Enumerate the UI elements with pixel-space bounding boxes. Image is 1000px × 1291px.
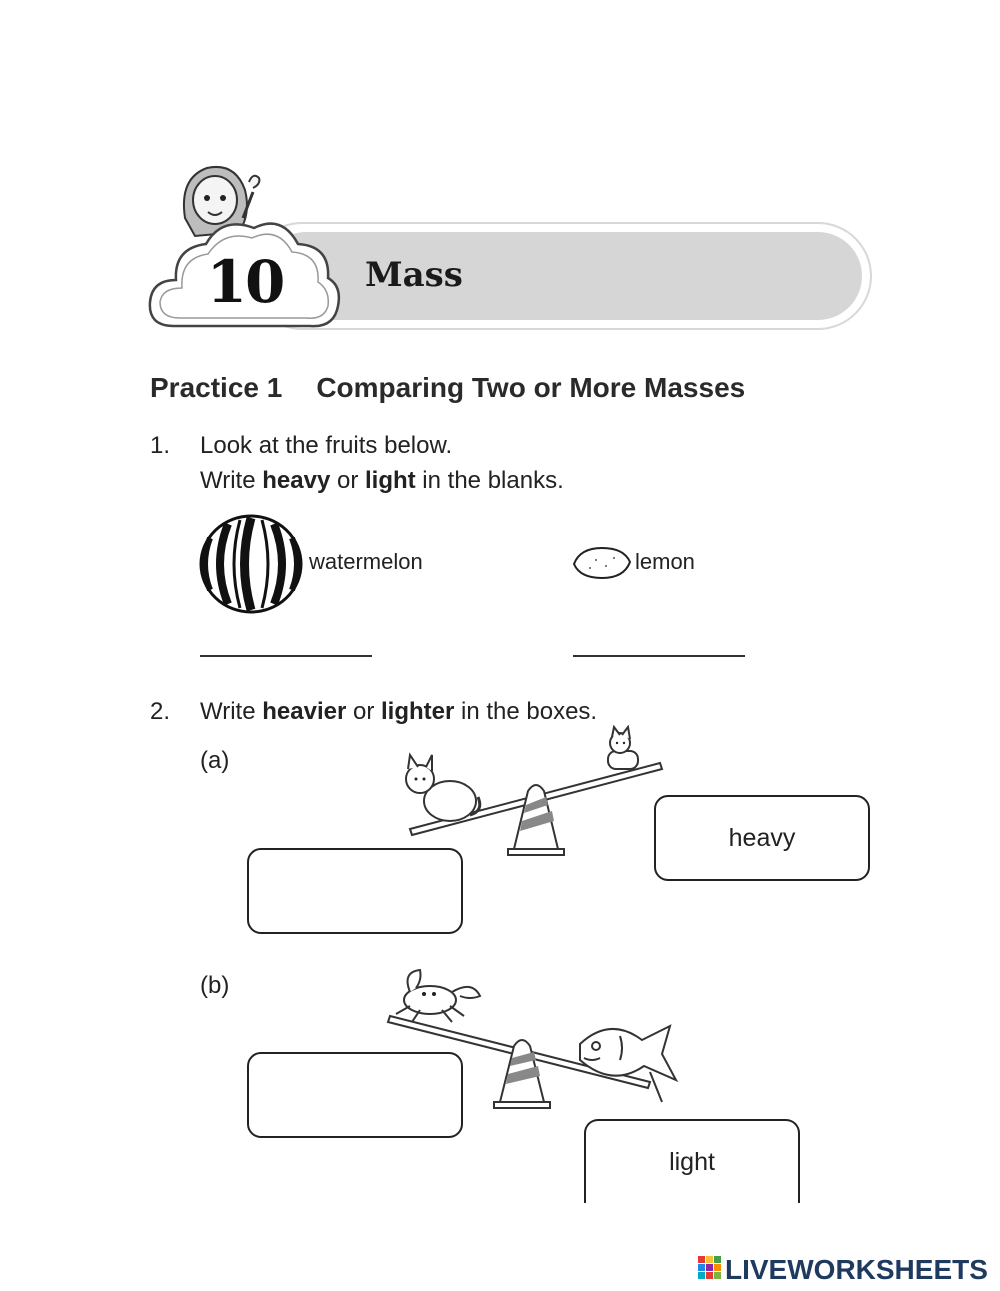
watermelon-icon [198,512,304,616]
lemon-icon [570,544,634,582]
fish-icon [580,1026,676,1102]
practice-label: Practice 1 [150,372,283,403]
liveworksheets-logo-icon [698,1256,722,1284]
question-1-line1: Look at the fruits below. [200,432,453,459]
chapter-banner-fill [262,232,862,320]
word-lighter: lighter [380,698,455,725]
part-a-left-box[interactable] [247,848,463,934]
crab-icon [396,970,480,1022]
question-2-text: Write heavier or lighter in the boxes. [200,698,598,725]
part-a-label: (a) [200,747,230,774]
part-b-right-box[interactable]: light [584,1119,800,1203]
part-a-right-box[interactable]: heavy [654,795,870,881]
question-2-number: 2. [150,698,171,725]
word-heavier: heavier [262,698,347,725]
practice-heading [150,372,745,404]
fruit-label-lemon: lemon [635,549,695,574]
part-b-label: (b) [200,972,230,999]
practice-title: Comparing Two or More Masses [316,372,746,403]
seesaw-a-illustration [380,725,680,860]
part-b-left-box[interactable] [247,1052,463,1138]
answer-blank-lemon[interactable] [573,655,745,657]
word-heavy: heavy [262,467,331,494]
question-1-line2: Write heavy or light in the blanks. [200,467,564,494]
answer-blank-watermelon[interactable] [200,655,372,657]
word-light: light [364,467,416,494]
small-cat-icon [608,727,638,769]
chapter-title: Mass [365,255,463,295]
fruit-label-watermelon: watermelon [309,549,423,574]
footer-brand: LIVEWORKSHEETS [725,1254,988,1285]
question-1-number: 1. [150,432,171,459]
big-cat-icon [406,755,480,821]
chapter-number: 10 [206,248,284,316]
